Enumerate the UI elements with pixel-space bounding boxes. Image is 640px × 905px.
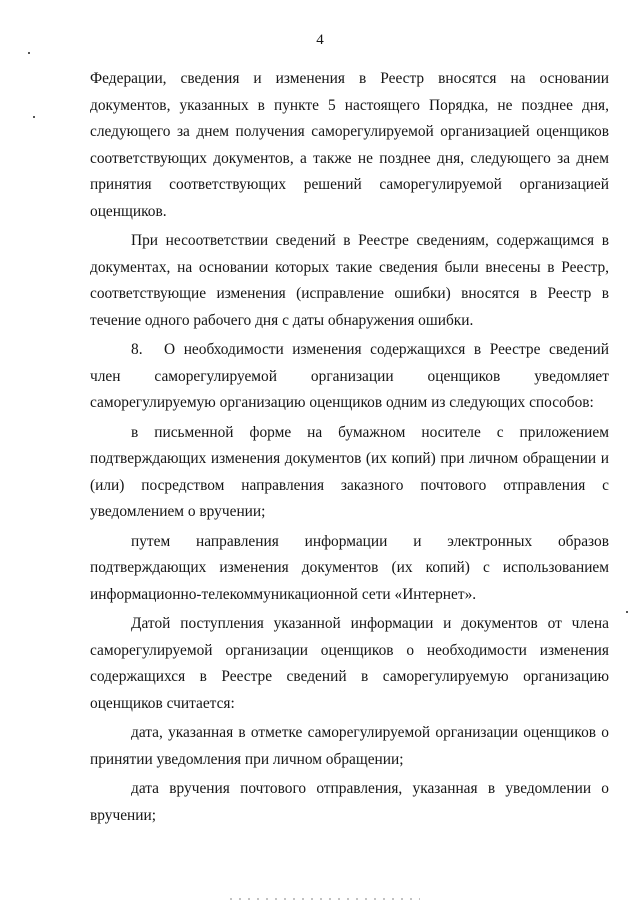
paragraph-receipt-date: Датой поступления указанной информации и документов от члена саморегулируемой организации оценщиков о необходимости изменения содержащихся в Реестре сведений в саморегулируемую организацию оценщиков считается:	[90, 615, 609, 712]
paragraph-personal-date: дата, указанная в отметке саморегулируемой организации оценщиков о принятии уведомления при личном обращении;	[90, 724, 609, 768]
item-number: 8.	[131, 341, 143, 358]
paragraph-electronic-notice: путем направления информации и электронных образов подтверждающих изменения документов (их копий) с использованием информационно-телекоммуникационной сети «Интернет».	[90, 532, 609, 603]
scan-edge-specks	[230, 898, 420, 900]
scan-speck	[33, 116, 35, 118]
scan-speck	[28, 52, 30, 54]
document-body	[90, 66, 609, 832]
paragraph-postal-date: дата вручения почтового отправления, указанная в уведомлении о вручении;	[90, 780, 609, 824]
paragraph-continuation: Федерации, сведения и изменения в Реестр вносятся на основании документов, указанных в пункте 5 настоящего Порядка, не позднее дня, следующего за днем получения саморегулируемой организацией оценщиков соответствующих документов, а также не позднее дня, следующего за днем принятия соответствующих решений саморегулируемой организацией оценщиков.	[90, 70, 609, 220]
paragraph-registry-error: При несоответствии сведений в Реестре сведениям, содержащимся в документах, на основании которых такие сведения были внесены в Реестр, соответствующие изменения (исправление ошибки) вносятся в Реестр в течение одного рабочего дня с даты обнаружения ошибки.	[90, 232, 609, 329]
paragraph-paper-notice: в письменной форме на бумажном носителе с приложением подтверждающих изменения документов (их копий) при личном обращении и (или) посредством направления заказного почтового отправления с уведомлением о вручении;	[90, 423, 609, 520]
scan-speck	[626, 611, 628, 613]
paragraph-item-8	[90, 337, 609, 417]
item-8-text: О необходимости изменения содержащихся в Реестре сведений член саморегулируемой организации оценщиков уведомляет саморегулируемую организацию оценщиков одним из следующих способов:	[90, 341, 609, 411]
page-number: 4	[316, 32, 324, 48]
